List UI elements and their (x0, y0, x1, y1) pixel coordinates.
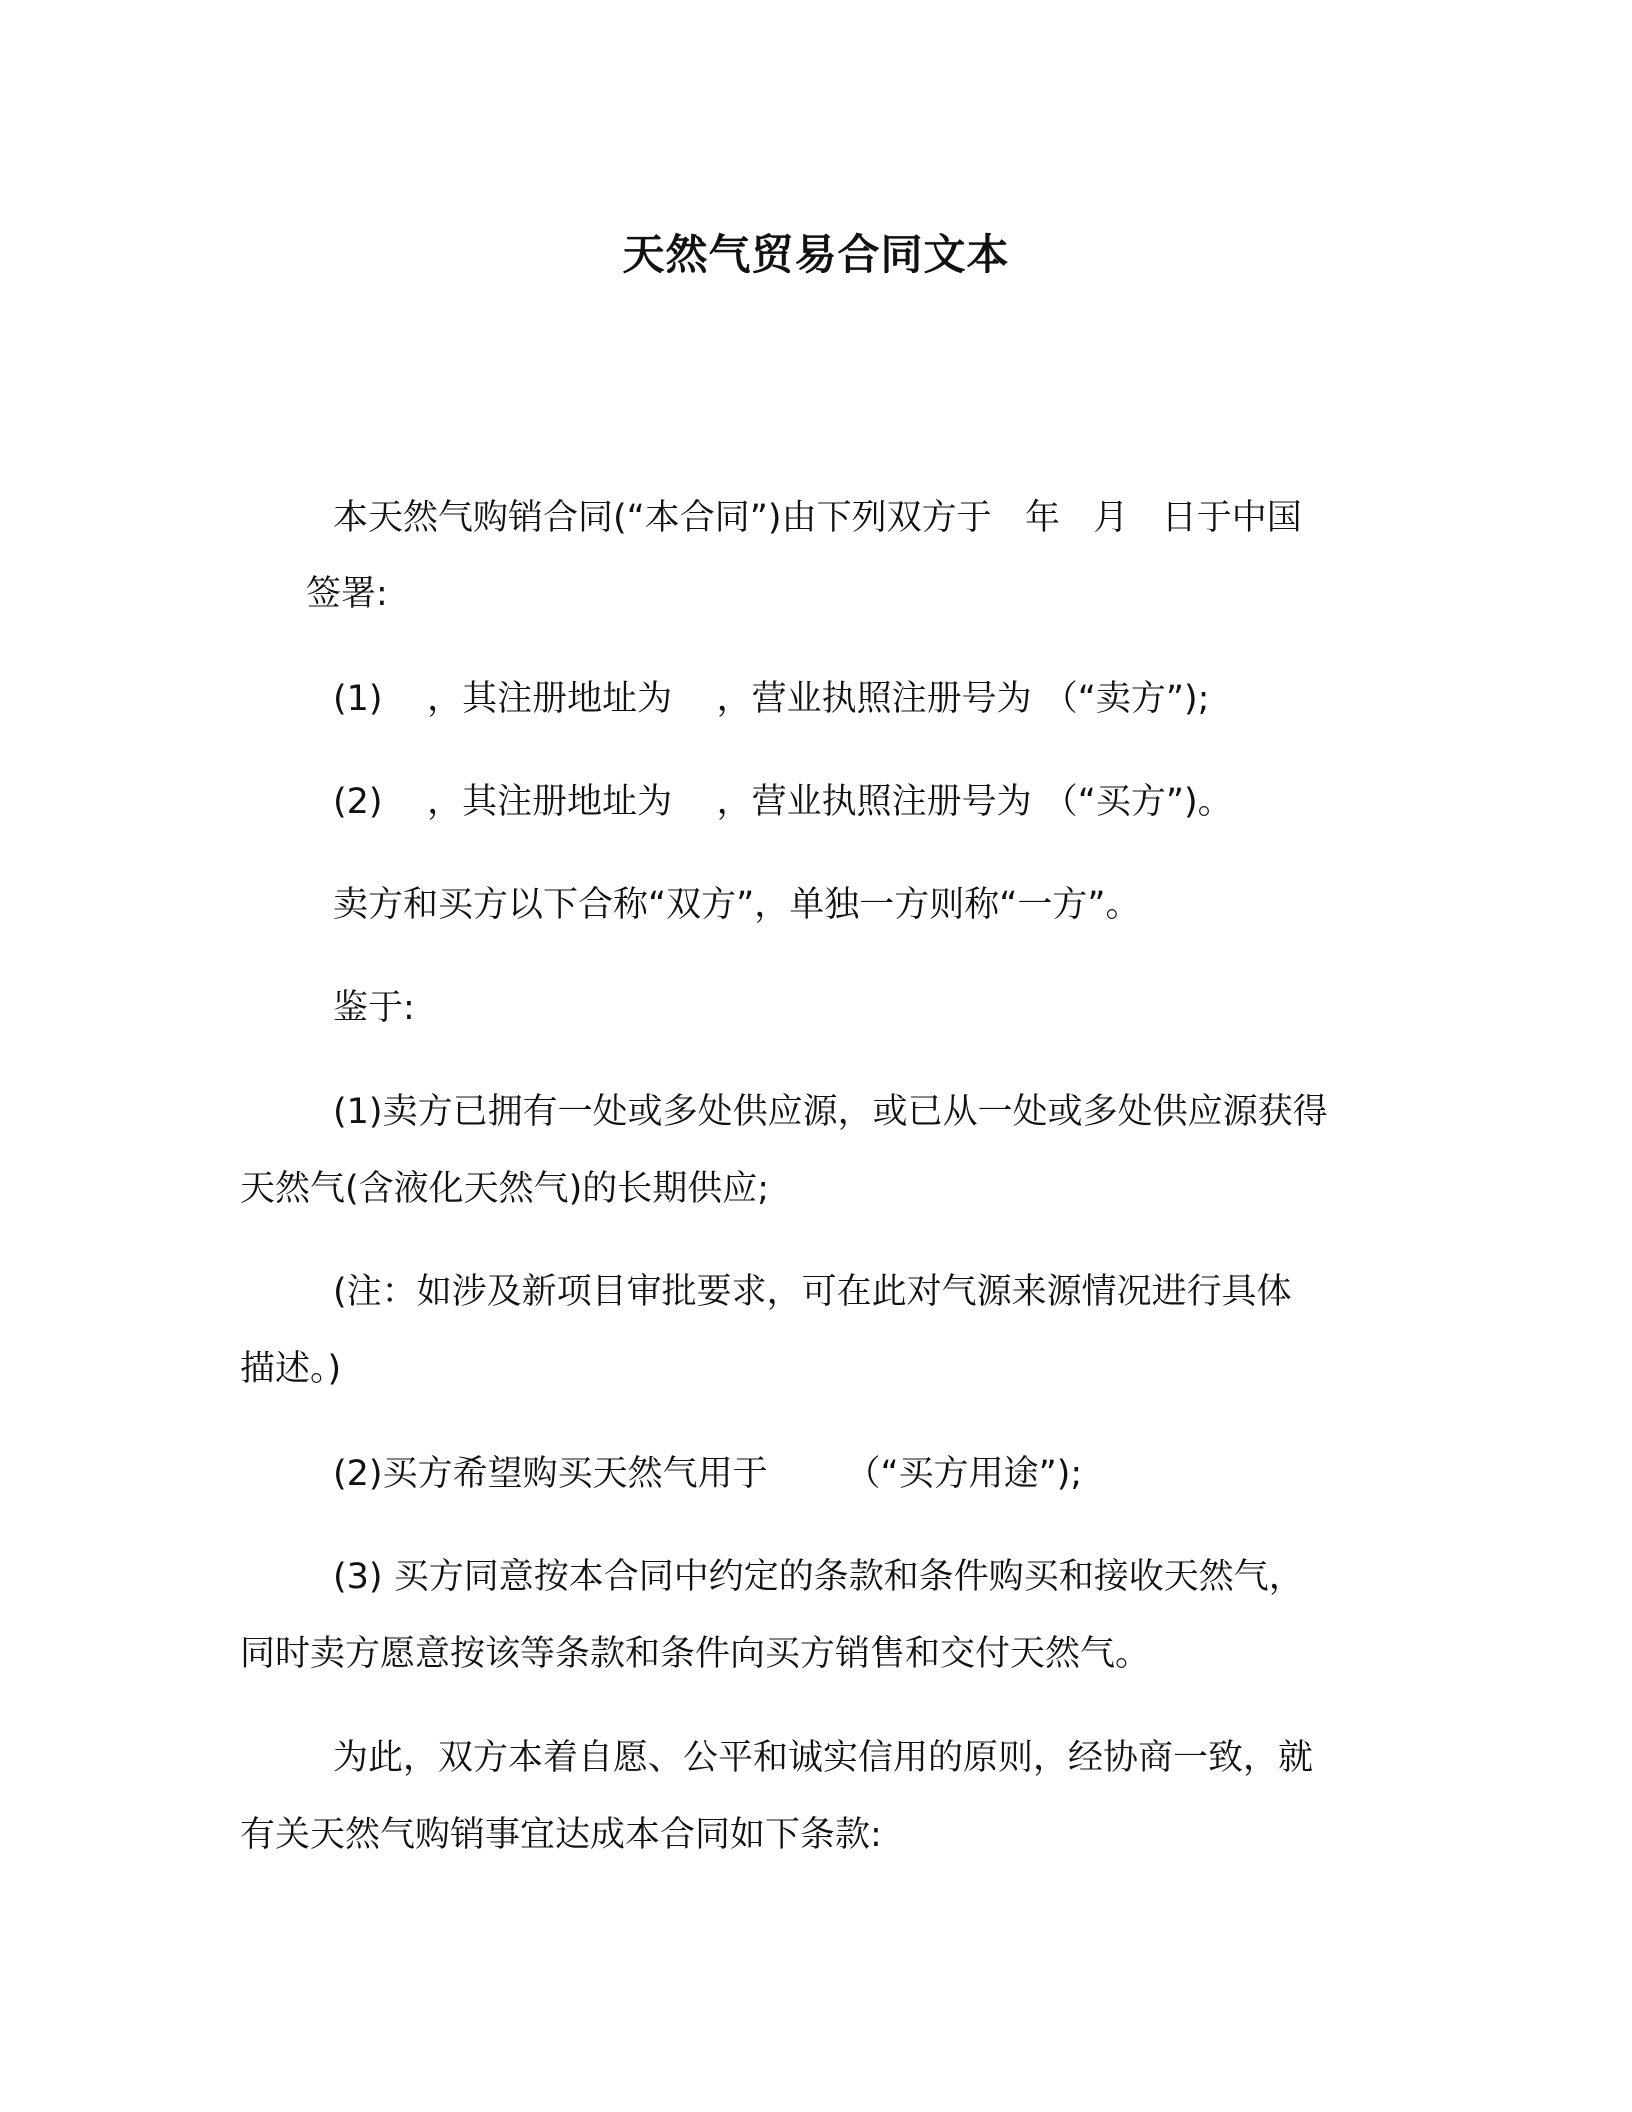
party-buyer-line: (2) ，其注册地址为 ，营业执照注册号为 （“买方”)。 (333, 782, 1233, 822)
note-line-2: 描述。) (240, 1349, 342, 1389)
preamble-line-2: 签署: (306, 574, 388, 614)
party-seller-line: (1) ，其注册地址为 ，营业执照注册号为 （“卖方”); (333, 679, 1210, 719)
recital-1-line-1: (1)卖方已拥有一处或多处供应源，或已从一处或多处供应源获得 (333, 1092, 1328, 1132)
final-clause-line-2: 有关天然气购销事宜达成本合同如下条款: (240, 1815, 882, 1855)
document-title: 天然气贸易合同文本 (622, 230, 1010, 279)
recital-2: (2)买方希望购买天然气用于 （“买方用途”); (333, 1454, 1083, 1494)
preamble-line-1: 本天然气购销合同(“本合同”)由下列双方于 年 月 日于中国 (333, 498, 1302, 538)
note-line-1: (注：如涉及新项目审批要求，可在此对气源来源情况进行具体 (333, 1272, 1292, 1312)
parties-definition: 卖方和买方以下合称“双方”，单独一方则称“一方”。 (333, 885, 1141, 925)
whereas-heading: 鉴于: (333, 988, 415, 1028)
final-clause-line-1: 为此，双方本着自愿、公平和诚实信用的原则，经协商一致，就 (333, 1738, 1314, 1778)
recital-3-line-1: (3) 买方同意按本合同中约定的条款和条件购买和接收天然气， (333, 1557, 1304, 1597)
recital-1-line-2: 天然气(含液化天然气)的长期供应; (240, 1169, 770, 1209)
recital-3-line-2: 同时卖方愿意按该等条款和条件向买方销售和交付天然气。 (240, 1634, 1151, 1674)
